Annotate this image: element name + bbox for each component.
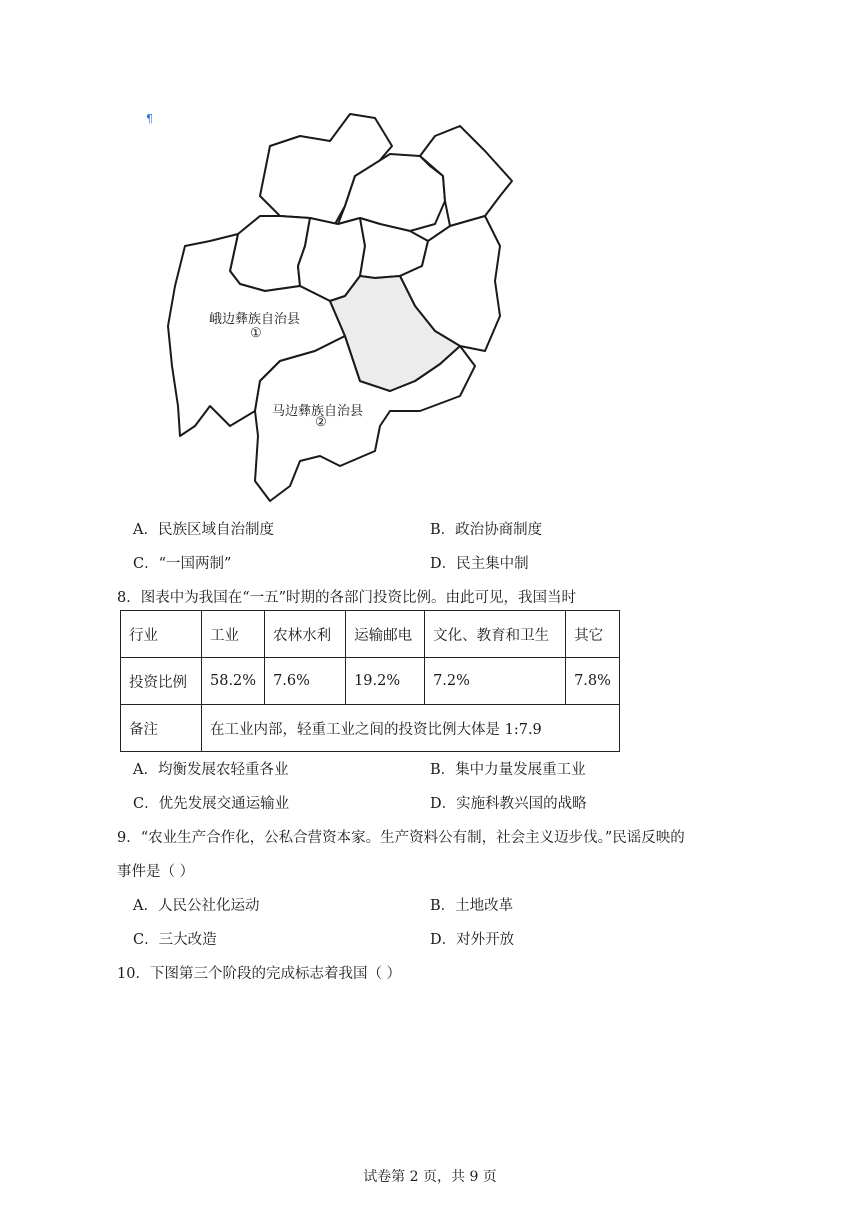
map-label-mabian: 马边彝族自治县 (272, 404, 364, 419)
table-cell: 7.8% (566, 658, 620, 705)
table-header-cell: 行业 (121, 611, 202, 658)
investment-table (120, 610, 620, 752)
q9-option-a[interactable]: A．人民公社化运动 (133, 898, 260, 914)
q10-stem: 10．下图第三个阶段的完成标志着我国（ ） (117, 966, 402, 982)
map-mark-2: ② (315, 415, 327, 430)
q8-option-d[interactable]: D．实施科教兴国的战略 (430, 796, 587, 812)
q9-option-d[interactable]: D．对外开放 (430, 932, 515, 948)
table-cell: 投资比例 (121, 658, 202, 705)
q7-option-c[interactable]: C．“一国两制” (133, 556, 232, 572)
table-header-cell: 农林水利 (265, 611, 346, 658)
table-header-cell: 运输邮电 (346, 611, 425, 658)
table-header-cell: 工业 (202, 611, 265, 658)
table-cell: 58.2% (202, 658, 265, 705)
page-footer: 试卷第 2 页，共 9 页 (363, 1169, 497, 1185)
table-header-cell: 其它 (566, 611, 620, 658)
q9-stem-line1: 9．“农业生产合作化，公私合营资本家。生产资料公有制，社会主义迈步伐。”民谣反映的 (117, 830, 685, 846)
table-row (121, 611, 620, 658)
q8-stem: 8．图表中为我国在“一五”时期的各部门投资比例。由此可见，我国当时 (117, 590, 577, 606)
table-header-cell: 文化、教育和卫生 (425, 611, 566, 658)
q9-option-b[interactable]: B．土地改革 (430, 898, 514, 914)
table-note-text: 在工业内部，轻重工业之间的投资比例大体是 1:7.9 (202, 705, 620, 752)
q8-option-b[interactable]: B．集中力量发展重工业 (430, 762, 586, 778)
table-row (121, 705, 620, 752)
table-cell: 7.2% (425, 658, 566, 705)
table-row (121, 658, 620, 705)
table-cell: 7.6% (265, 658, 346, 705)
q9-option-c[interactable]: C．三大改造 (133, 932, 217, 948)
q8-option-c[interactable]: C．优先发展交通运输业 (133, 796, 290, 812)
q7-option-d[interactable]: D．民主集中制 (430, 556, 529, 572)
paragraph-mark-icon: ¶ (146, 112, 153, 125)
table-note-label: 备注 (121, 705, 202, 752)
q7-option-a[interactable]: A．民族区域自治制度 (133, 522, 274, 538)
map-mark-1: ① (250, 326, 262, 341)
q7-option-b[interactable]: B．政治协商制度 (430, 522, 543, 538)
q9-stem-line2: 事件是（ ） (117, 864, 195, 880)
county-map (160, 106, 520, 506)
map-region-west-mid (230, 216, 310, 291)
q8-option-a[interactable]: A．均衡发展农轻重各业 (133, 762, 289, 778)
map-label-ebian: 峨边彝族自治县 (209, 312, 301, 327)
table-cell: 19.2% (346, 658, 425, 705)
